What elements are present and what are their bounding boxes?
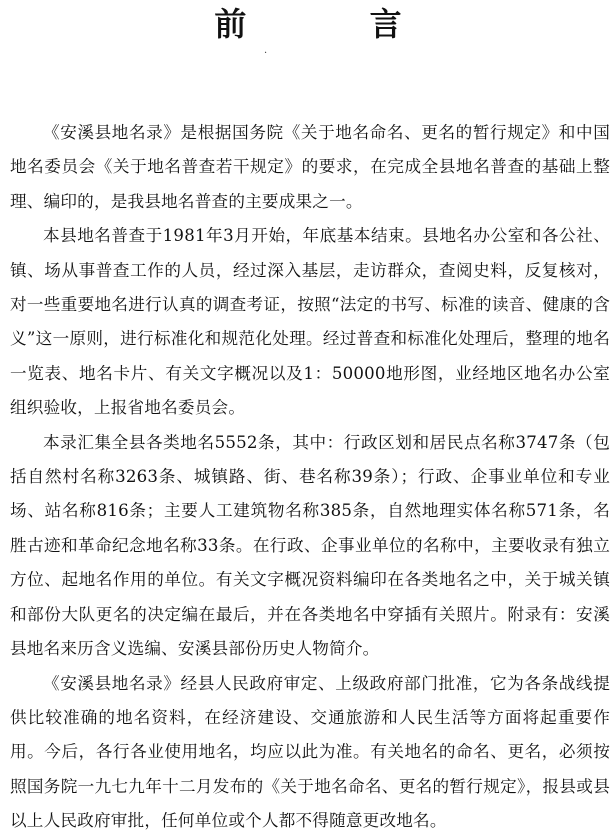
body-text: [10, 116, 610, 839]
decorative-dot: ·: [264, 48, 268, 59]
paragraph-3: 本录汇集全县各类地名5552条，其中：行政区划和居民点名称3747条（包括自然村名称3263条、城镇路、街、巷名称39条）；行政、企事业单位和专业场、站名称816条；主要人工建筑物名称385条，自然地理实体名称571条，名胜古迹和革命纪念地名称33条。在行政、企事业单位的名称中，主要收录有独立方位、起地名作用的单位。有关文字概况资料编印在各类地名之中，关于城关镇和部份大队更名的决定编在最后，并在各类地名中穿插有关照片。附录有：安溪县地名来历含义选编、安溪县部份历史人物简介。: [10, 432, 610, 659]
page-title: 前 言: [214, 5, 458, 43]
paragraph-1: 《安溪县地名录》是根据国务院《关于地名命名、更名的暂行规定》和中国地名委员会《关于地名普查若干规定》的要求，在完成全县地名普查的基础上整理、编印的，是我县地名普查的主要成果之一。: [10, 123, 610, 211]
paragraph-4: 《安溪县地名录》经县人民政府审定、上级政府部门批准，它为各条战线提供比较准确的地名资料，在经济建设、交通旅游和人民生活等方面将起重要作用。今后，各行各业使用地名，均应以此为准。有关地名的命名、更名，必须按照国务院一九七九年十二月发布的《关于地名命名、更名的暂行规定》，报县或县以上人民政府审批，任何单位或个人都不得随意更改地名。: [10, 673, 610, 831]
paragraph-2: 本县地名普查于1981年3月开始，年底基本结束。县地名办公室和各公社、镇、场从事普查工作的人员，经过深入基层，走访群众，查阅史料，反复核对，对一些重要地名进行认真的调查考证，按照“法定的书写、标准的读音、健康的含义”这一原则，进行标准化和规范化处理。经过普查和标准化处理后，整理的地名一览表、地名卡片、有关文字概况以及1：50000地形图，业经地区地名办公室组织验收，上报省地名委员会。: [10, 226, 610, 418]
